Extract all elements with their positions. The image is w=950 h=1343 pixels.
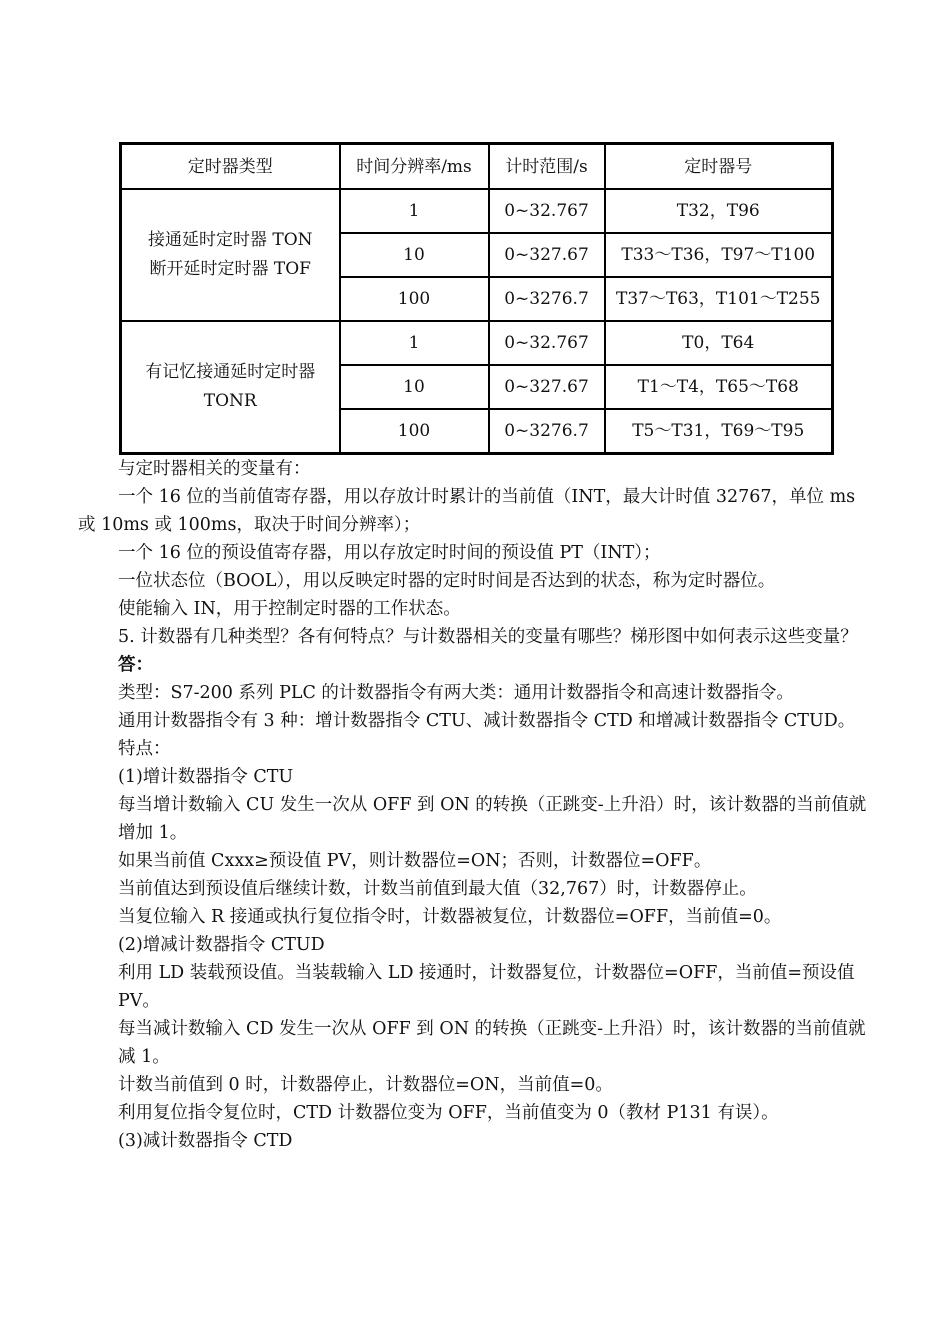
header-resolution: 时间分辨率/ms (340, 144, 489, 190)
resolution-cell: 100 (340, 409, 489, 454)
header-range: 计时范围/s (489, 144, 605, 190)
timer-type-cell (121, 189, 340, 321)
table-row (121, 189, 833, 233)
timer-number-cell: T37～T63，T101～T255 (605, 277, 833, 321)
question-5: 5. 计数器有几种类型？各有何特点？与计数器相关的变量有哪些？梯形图中如何表示这些变量？ (118, 627, 858, 647)
range-cell: 0~32.767 (489, 189, 605, 233)
heading-ctud: (2)增减计数器指令 CTUD (118, 935, 325, 955)
paragraph-ctu-compare: 如果当前值 Cxxx≥预设值 PV，则计数器位=ON；否则，计数器位=OFF。 (118, 851, 712, 871)
paragraph-ctud-decrement: 每当减计数输入 CD 发生一次从 OFF 到 ON 的转换（正跳变-上升沿）时，该计数器的当前值就减 1。 (118, 1019, 866, 1067)
timer-table (119, 142, 834, 455)
resolution-cell: 1 (340, 321, 489, 365)
paragraph-ctud-reset: 利用复位指令复位时，CTD 计数器位变为 OFF，当前值变为 0（教材 P131 有误）。 (118, 1103, 779, 1123)
paragraph-features-label: 特点： (118, 739, 171, 759)
table-header-row (121, 144, 833, 190)
paragraph-ctud-zero: 计数当前值到 0 时，计数器停止，计数器位=ON，当前值=0。 (118, 1075, 613, 1095)
header-timer-number: 定时器号 (605, 144, 833, 190)
paragraph-status-bit: 一位状态位（BOOL），用以反映定时器的定时时间是否达到的状态，称为定时器位。 (118, 571, 776, 591)
table-row (121, 321, 833, 365)
answer-label: 答： (118, 655, 153, 675)
paragraph-timer-variables-intro: 与定时器相关的变量有： (118, 459, 311, 479)
paragraph-counter-types: 类型：S7-200 系列 PLC 的计数器指令有两大类：通用计数器指令和高速计数器指令。 (118, 683, 794, 703)
timer-type-line: TONR (203, 391, 257, 411)
paragraph-ctud-load: 利用 LD 装载预设值。当装载输入 LD 接通时，计数器复位，计数器位=OFF，当前值=预设值 PV。 (118, 963, 855, 1011)
timer-number-cell: T32，T96 (605, 189, 833, 233)
range-cell: 0~32.767 (489, 321, 605, 365)
resolution-cell: 1 (340, 189, 489, 233)
resolution-cell: 100 (340, 277, 489, 321)
resolution-cell: 10 (340, 233, 489, 277)
body-text (78, 455, 868, 1155)
resolution-cell: 10 (340, 365, 489, 409)
paragraph-current-value-register: 一个 16 位的当前值寄存器，用以存放计时累计的当前值（INT，最大计时值 32767，单位 ms 或 10ms 或 100ms，取决于时间分辨率）； (78, 487, 856, 535)
heading-ctd: (3)减计数器指令 CTD (118, 1131, 293, 1151)
range-cell: 0~3276.7 (489, 409, 605, 454)
heading-ctu: (1)增计数器指令 CTU (118, 767, 294, 787)
timer-type-line: 断开延时定时器 TOF (149, 259, 311, 279)
paragraph-ctu-increment: 每当增计数输入 CU 发生一次从 OFF 到 ON 的转换（正跳变-上升沿）时，该计数器的当前值就增加 1。 (118, 795, 867, 843)
header-timer-type: 定时器类型 (121, 144, 340, 190)
range-cell: 0~327.67 (489, 233, 605, 277)
timer-number-cell: T33～T36，T97～T100 (605, 233, 833, 277)
timer-number-cell: T1～T4，T65～T68 (605, 365, 833, 409)
paragraph-ctu-reset: 当复位输入 R 接通或执行复位指令时，计数器被复位，计数器位=OFF，当前值=0。 (118, 907, 782, 927)
paragraph-preset-register: 一个 16 位的预设值寄存器，用以存放定时时间的预设值 PT（INT）； (118, 543, 661, 563)
paragraph-ctu-max: 当前值达到预设值后继续计数，计数当前值到最大值（32,767）时，计数器停止。 (118, 879, 757, 899)
timer-number-cell: T0，T64 (605, 321, 833, 365)
range-cell: 0~327.67 (489, 365, 605, 409)
timer-type-line: 有记忆接通延时定时器 (145, 362, 316, 382)
timer-number-cell: T5～T31，T69～T95 (605, 409, 833, 454)
paragraph-general-counters: 通用计数器指令有 3 种：增计数器指令 CTU、减计数器指令 CTD 和增减计数器指令 CTUD。 (118, 711, 856, 731)
paragraph-enable-input: 使能输入 IN，用于控制定时器的工作状态。 (118, 599, 461, 619)
timer-type-cell (121, 321, 340, 454)
range-cell: 0~3276.7 (489, 277, 605, 321)
timer-type-line: 接通延时定时器 TON (147, 230, 313, 250)
